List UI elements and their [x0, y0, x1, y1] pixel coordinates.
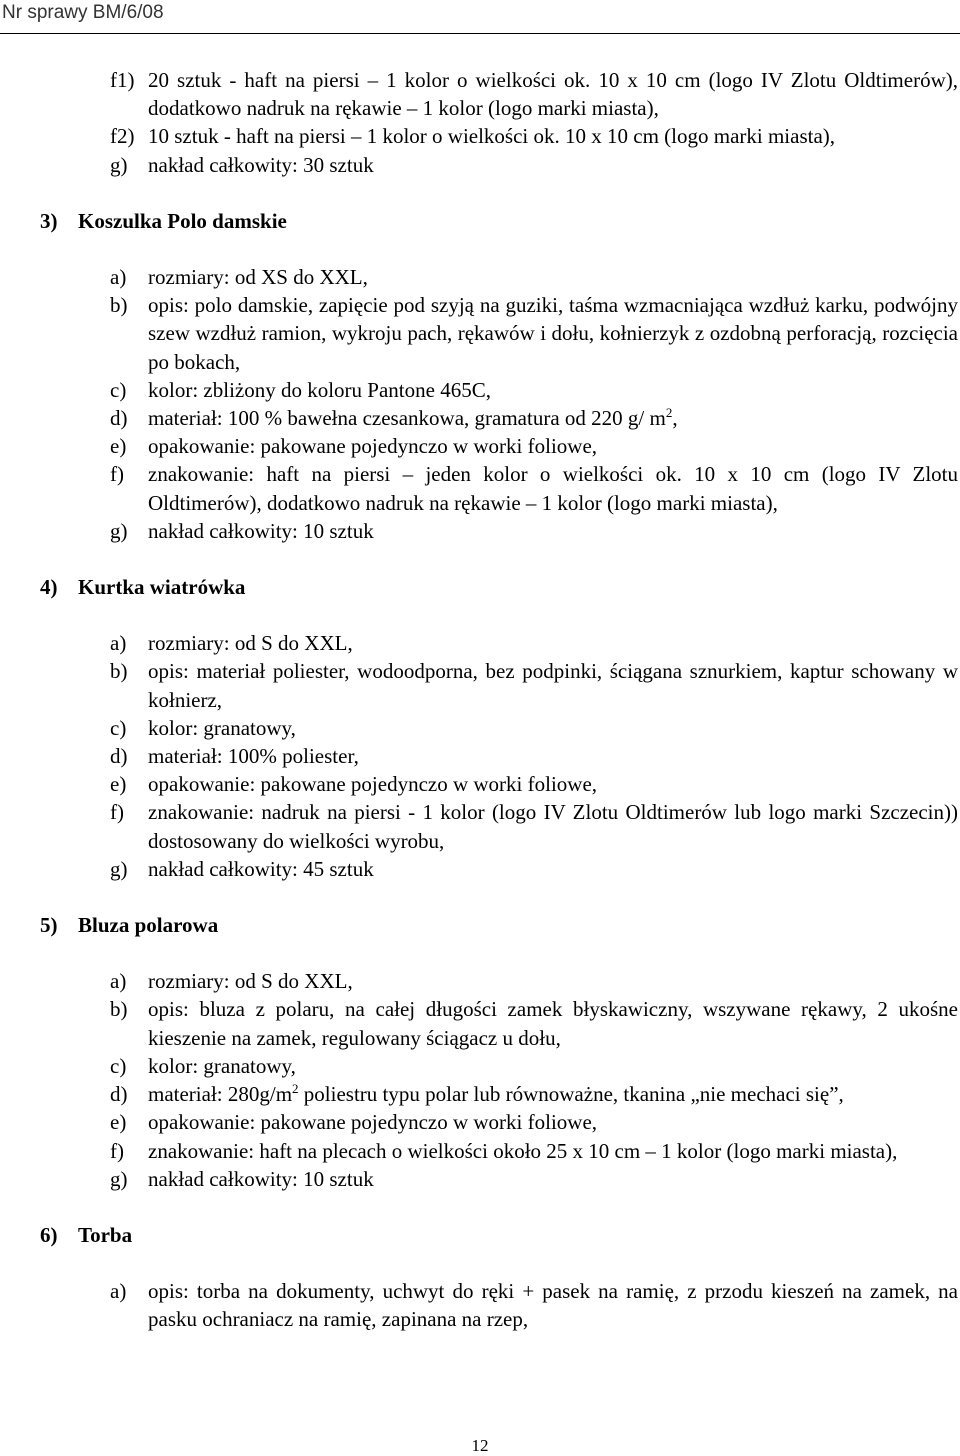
item-text: materiał: 100% poliester,	[148, 744, 359, 769]
item-text: opis: bluza z polaru, na całej długości zamek błyskawiczny, wszywane rękawy, 2 ukośne kieszenie na zamek, regulowany ściągacz u dołu,	[148, 997, 958, 1050]
item-label: b)	[110, 659, 128, 684]
item-label: d)	[110, 1082, 128, 1107]
item-label: b)	[110, 293, 128, 318]
item-text: nakład całkowity: 10 sztuk	[148, 518, 374, 543]
item-label: d)	[110, 744, 128, 769]
list-item	[40, 291, 958, 376]
intro-list	[40, 66, 958, 179]
item-text: kolor: granatowy,	[148, 715, 296, 740]
item-text: 10 sztuk - haft na piersi – 1 kolor o wielkości ok. 10 x 10 cm (logo marki miasta),	[148, 124, 836, 149]
section-number: 5)	[40, 913, 58, 938]
item-text: opakowanie: pakowane pojedynczo w worki foliowe,	[148, 772, 598, 797]
section-list	[40, 967, 958, 1193]
list-item	[40, 432, 958, 460]
case-number: Nr sprawy BM/6/08	[2, 2, 164, 23]
list-item	[40, 1277, 958, 1333]
item-label: f2)	[110, 124, 135, 149]
item-text: opakowanie: pakowane pojedynczo w worki foliowe,	[148, 1110, 598, 1135]
list-item	[40, 798, 958, 854]
section-number: 6)	[40, 1222, 58, 1247]
item-label: g)	[110, 152, 128, 177]
section-heading-bluza	[40, 911, 958, 939]
item-label: c)	[110, 377, 127, 402]
item-label: a)	[110, 631, 127, 656]
item-label: g)	[110, 1166, 128, 1191]
list-item	[40, 967, 958, 995]
item-text: nakład całkowity: 10 sztuk	[148, 1166, 374, 1191]
item-label: g)	[110, 856, 128, 881]
item-text: kolor: granatowy,	[148, 1053, 296, 1078]
list-item	[40, 1052, 958, 1080]
section-number: 4)	[40, 575, 58, 600]
item-text: opis: materiał poliester, wodoodporna, bez podpinki, ściągana sznurkiem, kaptur schowany w kołnierz,	[148, 659, 958, 712]
item-label: f)	[110, 462, 124, 487]
section-title: Torba	[78, 1222, 133, 1247]
item-text-main: materiał: 280g/m	[148, 1082, 293, 1107]
item-text-tail: ,	[672, 406, 678, 431]
list-item	[40, 770, 958, 798]
list-item	[40, 66, 958, 122]
item-text: 20 sztuk - haft na piersi – 1 kolor o wielkości ok. 10 x 10 cm (logo IV Zlotu Oldtimerów), dodatkowo nadruk na rękawie – 1 kolor (logo marki miasta),	[148, 68, 958, 121]
section-list	[40, 629, 958, 883]
list-item	[40, 263, 958, 291]
item-label: f)	[110, 800, 124, 825]
item-text: opakowanie: pakowane pojedynczo w worki foliowe,	[148, 434, 598, 459]
section-heading-torba	[40, 1221, 958, 1249]
item-label: c)	[110, 1053, 127, 1078]
item-label: a)	[110, 265, 127, 290]
item-text	[148, 404, 958, 432]
list-item	[40, 460, 958, 516]
item-text: znakowanie: haft na piersi – jeden kolor o wielkości ok. 10 x 10 cm (logo IV Zlotu Oldtimerów), dodatkowo nadruk na rękawie – 1 kolor (logo marki miasta),	[148, 462, 958, 515]
page-header	[0, 0, 960, 34]
list-item	[40, 404, 958, 432]
list-item	[40, 1165, 958, 1193]
item-text: znakowanie: nadruk na piersi - 1 kolor (logo IV Zlotu Oldtimerów lub logo marki Szczecin)) dostosowany do wielkości wyrobu,	[148, 800, 958, 853]
list-item	[40, 995, 958, 1051]
section-number: 3)	[40, 208, 58, 233]
item-label: a)	[110, 969, 127, 994]
item-label: a)	[110, 1279, 127, 1304]
section-list	[40, 263, 958, 545]
item-label: b)	[110, 997, 128, 1022]
item-label: f1)	[110, 68, 135, 92]
list-item	[40, 714, 958, 742]
section-heading-kurtka	[40, 573, 958, 601]
item-label: f)	[110, 1138, 124, 1163]
section-title: Koszulka Polo damskie	[78, 208, 287, 233]
list-item	[40, 1080, 958, 1108]
item-text: nakład całkowity: 45 sztuk	[148, 856, 374, 881]
section-title: Kurtka wiatrówka	[78, 575, 246, 600]
list-item	[40, 1137, 958, 1165]
item-label: e)	[110, 772, 127, 797]
item-text: opis: polo damskie, zapięcie pod szyją na guziki, taśma wzmacniająca wzdłuż karku, podwójny szew wzdłuż ramion, wykroju pach, rękawów i dołu, kołnierzyk z ozdobną perforacją, rozcięcia po bokach,	[148, 293, 958, 374]
item-label: e)	[110, 434, 127, 459]
list-item	[40, 855, 958, 883]
item-text-main: materiał: 100 % bawełna czesankowa, gramatura od 220 g/ m	[148, 406, 666, 431]
item-text: nakład całkowity: 30 sztuk	[148, 152, 374, 177]
item-text: rozmiary: od S do XXL,	[148, 631, 353, 656]
item-text: rozmiary: od S do XXL,	[148, 969, 353, 994]
list-item	[40, 517, 958, 545]
document-body	[40, 66, 958, 1334]
list-item	[40, 122, 958, 150]
superscript: 2	[292, 1081, 299, 1097]
list-item	[40, 151, 958, 179]
list-item	[40, 1108, 958, 1136]
item-text-tail: poliestru typu polar lub równoważne, tkanina „nie mechaci się”,	[298, 1082, 844, 1107]
item-label: d)	[110, 406, 128, 431]
item-text	[148, 1080, 958, 1108]
list-item	[40, 657, 958, 713]
item-text: rozmiary: od XS do XXL,	[148, 265, 368, 290]
item-text: opis: torba na dokumenty, uchwyt do ręki + pasek na ramię, z przodu kieszeń na zamek, na pasku ochraniacz na ramię, zapinana na rzep,	[148, 1279, 958, 1332]
item-label: c)	[110, 715, 127, 740]
page-number: 12	[471, 1436, 489, 1455]
section-heading-koszulka-polo	[40, 207, 958, 235]
item-label: e)	[110, 1110, 127, 1135]
item-label: g)	[110, 518, 128, 543]
superscript: 2	[665, 405, 673, 421]
list-item	[40, 376, 958, 404]
item-text: znakowanie: haft na plecach o wielkości około 25 x 10 cm – 1 kolor (logo marki miasta),	[148, 1138, 898, 1163]
section-list	[40, 1277, 958, 1333]
list-item	[40, 742, 958, 770]
list-item	[40, 629, 958, 657]
item-text: kolor: zbliżony do koloru Pantone 465C,	[148, 377, 491, 402]
section-title: Bluza polarowa	[78, 913, 219, 938]
